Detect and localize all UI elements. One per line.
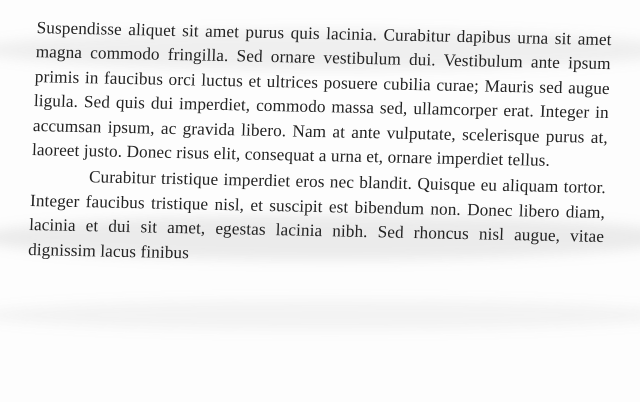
paragraph-1: Suspendisse aliquet sit amet purus quis lacinia. Curabitur dapibus urna sit amet magna commodo fringilla. Sed ornare vestibulum dui. Vestibulum ante ipsum primis in faucibus orci luctus et ultrices posuere cubilia curae; Mauris sed augue ligula. Sed quis dui imperdiet, commodo massa sed, ullamcorper erat. Integer in accumsan ipsum, ac gravida libero. Nam at ante vulputate, scelerisque purus at, laoreet justo. Donec risus elit, consequat a urna et, ornare imperdiet tellus. [31, 18, 612, 170]
paragraph-2: Curabitur tristique imperdiet eros nec blandit. Quisque eu aliquam tortor. Integer faucibus tristique nisl, et suscipit est bibendum non. Donec libero diam, lacinia et dui sit amet, egestas lacinia nibh. Sed rhoncus nisl augue, vitae dignissim lacus finibus [27, 167, 607, 262]
text-block [23, 16, 612, 398]
